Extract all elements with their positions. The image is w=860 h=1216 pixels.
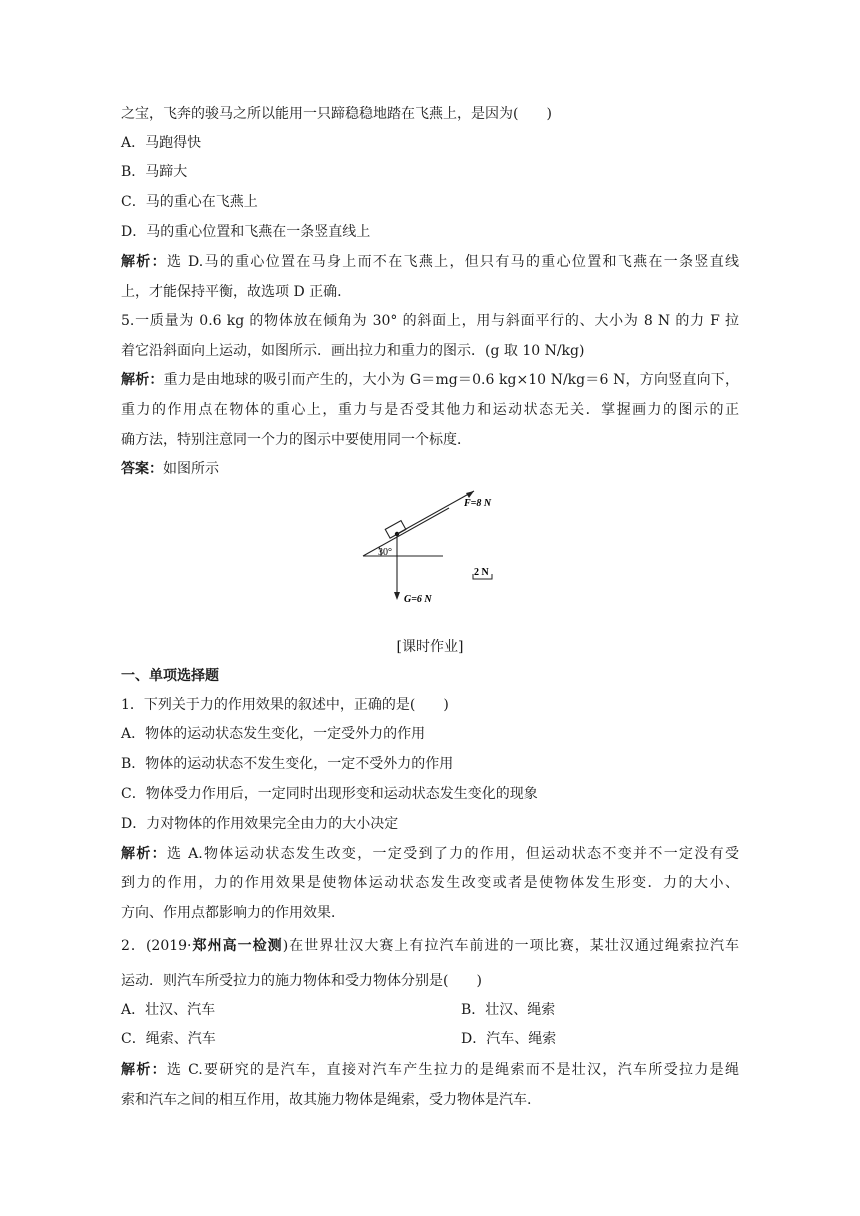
explanation-label: 解析： — [121, 1062, 167, 1078]
scale-label: 2 N — [474, 567, 489, 578]
pull-force-arrowhead — [466, 491, 474, 498]
section-heading: 一、单项选择题 — [121, 668, 219, 684]
q2-stem-line: 2．(2019·郑州高一检测)在世界壮汉大赛上有拉汽车前进的一项比赛，某壮汉通过绳索拉汽车 — [121, 938, 740, 954]
explanation-line: 上，才能保持平衡，故选项 D 正确. — [121, 284, 342, 300]
force-diagram — [357, 486, 507, 608]
option-d: D．汽车、绳索 — [461, 1031, 557, 1047]
q5-stem-line: 着它沿斜面向上运动，如图所示．画出拉力和重力的图示．(g 取 10 N/kg) — [121, 343, 585, 359]
gravity-force-arrowhead — [394, 592, 400, 600]
option-b: B．物体的运动状态不发生变化，一定不受外力的作用 — [121, 756, 454, 772]
angle-label: 30° — [378, 547, 392, 558]
answer-label: 答案： — [121, 461, 163, 477]
source-tag: 郑州高一检测 — [191, 938, 283, 954]
q2-stem-line: 运动．则汽车所受拉力的施力物体和受力物体分别是( ) — [121, 973, 482, 989]
option-a: A．物体的运动状态发生变化，一定受外力的作用 — [121, 726, 426, 742]
incline-line — [363, 508, 449, 556]
question-stem-line: 之宝，飞奔的骏马之所以能用一只蹄稳稳地踏在飞燕上，是因为( ) — [121, 106, 552, 122]
pull-force-label: F=8 N — [464, 498, 492, 509]
option-c: C．绳索、汽车 — [121, 1031, 216, 1047]
answer-line: 答案：如图所示 — [121, 461, 219, 477]
pull-force-arrow — [397, 491, 474, 534]
explanation-label: 解析： — [121, 372, 164, 388]
explanation-label: 解析： — [121, 254, 167, 270]
explanation-line: 解析：选 C.要研究的是汽车，直接对汽车产生拉力的是绳索而不是壮汉，汽车所受拉力是绳 — [121, 1062, 739, 1078]
option-a: A．壮汉、汽车 — [121, 1002, 216, 1018]
option-b: B．马蹄大 — [121, 164, 188, 180]
explanation-line: 索和汽车之间的相互作用，故其施力物体是绳索，受力物体是汽车. — [121, 1092, 532, 1108]
explanation-line: 解析：选 A.物体运动状态发生改变，一定受到了力的作用，但运动状态不变并不一定没有受 — [121, 846, 740, 862]
q5-stem-line: 5.一质量为 0.6 kg 的物体放在倾角为 30° 的斜面上，用与斜面平行的、大小为 8 N 的力 F 拉 — [121, 313, 739, 329]
option-c: C．物体受力作用后，一定同时出现形变和运动状态发生变化的现象 — [121, 786, 538, 802]
section-title: [课时作业] — [396, 639, 464, 655]
option-d: D．力对物体的作用效果完全由力的大小决定 — [121, 816, 399, 832]
option-b: B．壮汉、绳索 — [461, 1002, 556, 1018]
explanation-line: 方向、作用点都影响力的作用效果． — [121, 905, 345, 921]
explanation-label: 解析： — [121, 846, 167, 862]
explanation-line: 解析：重力是由地球的吸引而产生的，大小为 G＝mg＝0.6 kg×10 N/kg＝6 N，方向竖直向下， — [121, 372, 740, 388]
option-c: C．马的重心在飞燕上 — [121, 194, 258, 210]
option-d: D．马的重心位置和飞燕在一条竖直线上 — [121, 224, 371, 240]
q1-stem: 1．下列关于力的作用效果的叙述中，正确的是( ) — [121, 697, 449, 713]
explanation-line: 解析：选 D.马的重心位置在马身上而不在飞燕上，但只有马的重心位置和飞燕在一条竖直线 — [121, 254, 740, 270]
explanation-line: 重力的作用点在物体的重心上，重力与是否受其他力和运动状态无关．掌握画力的图示的正 — [121, 402, 739, 418]
gravity-force-label: G=6 N — [404, 594, 432, 605]
explanation-line: 到力的作用，力的作用效果是使物体运动状态发生改变或者是使物体发生形变．力的大小、 — [121, 875, 739, 891]
explanation-line: 确方法，特别注意同一个力的图示中要使用同一个标度． — [121, 432, 471, 448]
option-a: A．马跑得快 — [121, 135, 202, 151]
